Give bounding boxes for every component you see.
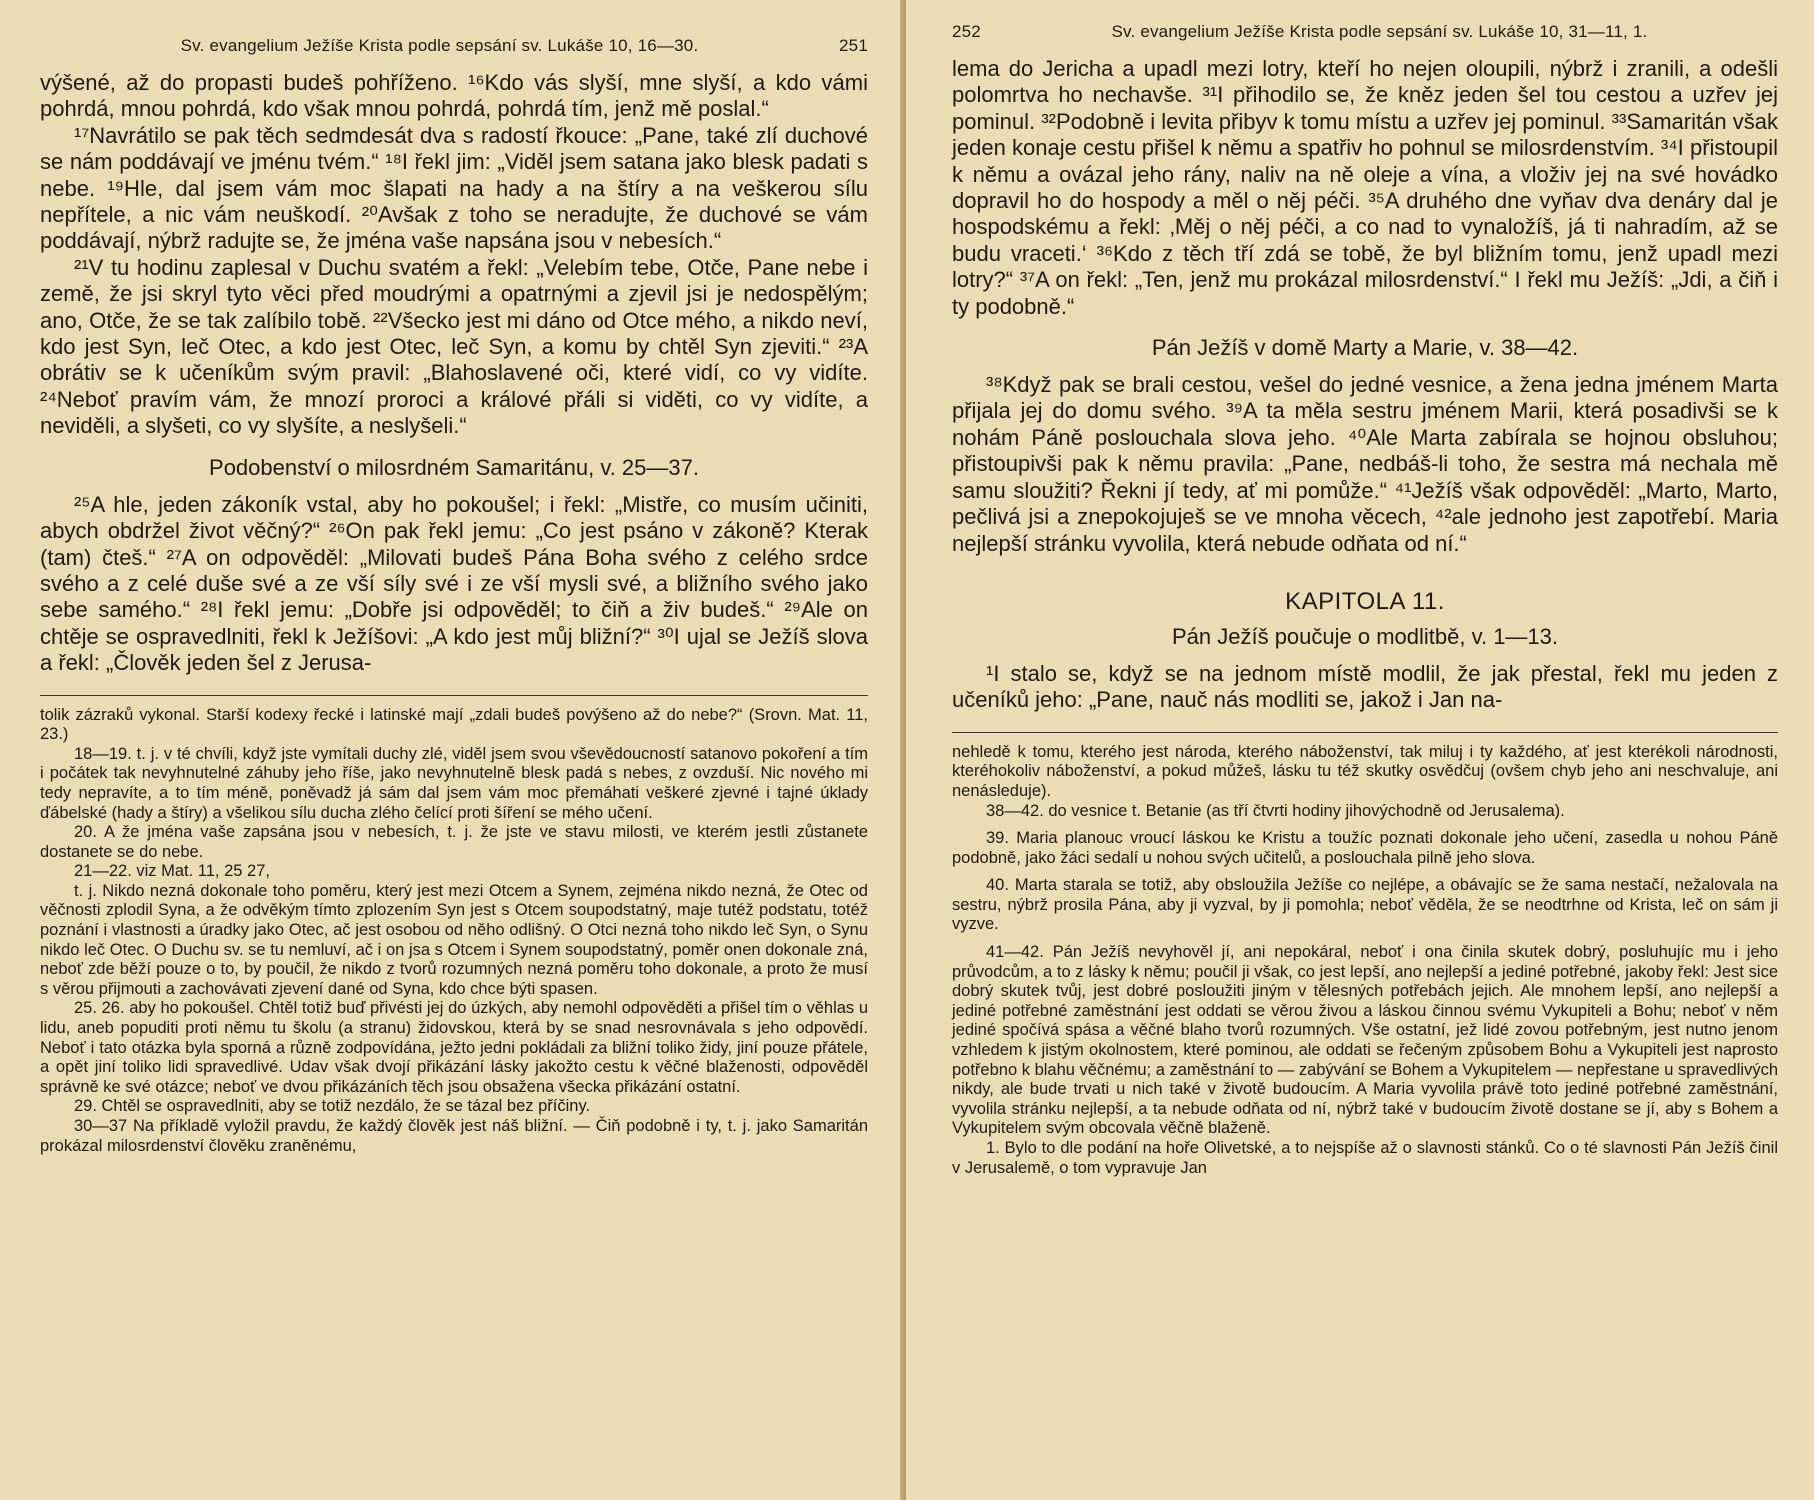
left-header-title: Sv. evangelium Ježíše Krista podle sepsání sv. Lukáše 10, 16—30. — [180, 36, 699, 55]
section-heading-modlitba: Pán Ježíš poučuje o modlitbě, v. 1—13. — [1171, 623, 1559, 649]
left-main-text — [40, 70, 868, 677]
right-paragraph: ³⁸Když pak se brali cestou, vešel do jedné vesnice, a žena jedna jménem Marta přijala jej do domu svého. ³⁹A ta měla sestru jménem Marii, která posadivši se k nohám Páně poslouchala slova jeho. ⁴⁰Ale Marta zabírala se hojnou obsluhou; přistoupivši pak k němu pravila: „Pane, nedbáš-li toho, že sestra má nechala mě samu sloužiti? Řekni jí tedy, ať mi pomůže.“ ⁴¹Ježíš však odpověděl: „Marto, Marto, pečlivá jsi a znepokojuješ se ve mnoha věcech, ⁴²ale jednoho jest zapotřebí. Maria nejlepší stránku vyvolila, která nebude odňata od ní.“ — [952, 372, 1778, 556]
left-footnotes — [40, 706, 868, 1157]
right-paragraph: ¹I stalo se, když se na jednom místě modlil, že jak přestal, řekl mu jeden z učeníků jeho: „Pane, nauč nás modliti se, jakož i Jan na- — [952, 660, 1778, 713]
footnote: 40. Marta starala se totiž, aby obsloužila Ježíše co nejlépe, a obávajíc se že sama nestačí, nežalovala na sestru, nýbrž prosila Pána, aby ji vyzval, by ji pomohla; neboť věděla, že se neodtrhne od Krista, leč on sám ji vyzve. — [952, 876, 1778, 934]
footnote: 18—19. t. j. v té chvíli, když jste vymítali duchy zlé, viděl jsem svou vševědoucností satanovo pokoření a tím i počátek tak nevyhnutelné záhuby jeho říše, jako nevyhnutelně blesk padá s nebes, z ovzduší. Nic nového mi tedy nepravíte, a to tím méně, poněvadž já sám dal jsem vám moc přemáhati veškeré zjevné i tajné úklady ďábelské (hady a štíry) a všelikou sílu ducha zlého čelící proti šíření se mého učení. — [40, 744, 868, 822]
right-footnotes — [952, 743, 1778, 1178]
footnote: nehledě k tomu, kterého jest národa, kterého náboženství, tak miluj i ty každého, ať jest kterékoli národnosti, kteréhokoliv náboženství, a pokud můžeš, lásku tu též skutky osvědčuj (ovšem chyb jeho ani neschvaluje, ani nenásleduje). — [952, 742, 1778, 800]
section-heading-samaritan: Podobenství o milosrdném Samaritánu, v. 25—37. — [209, 454, 699, 480]
footnote: 20. A že jména vaše zapsána jsou v nebesích, t. j. že jste ve stavu milosti, ve kterém jestli zůstanete dostanete se do nebe. — [40, 823, 868, 861]
footnote: 1. Bylo to dle podání na hoře Olivetské, a to nejspíše až o slavnosti stánků. Co o té slavnosti Pán Ježíš činil v Jerusalemě, o tom vypravuje Jan — [952, 1139, 1778, 1177]
footnote-divider — [952, 732, 1778, 733]
footnote: tolik zázraků vykonal. Starší kodexy řecké i latinské mají „zdali budeš povýšeno až do nebe?“ (Srovn. Mat. 11, 23.) — [40, 705, 868, 744]
left-running-header — [40, 36, 868, 56]
footnote: 30—37 Na příkladě vyložil pravdu, že každý člověk jest náš bližní. — Čiň podobně i ty, t. j. jako Samaritán prokázal milosrdenství člověku zraněnému, — [40, 1117, 868, 1155]
left-paragraph: ¹⁷Navrátilo se pak těch sedmdesát dva s radostí řkouce: „Pane, také zlí duchové se nám poddávají ve jménu tvém.“ ¹⁸I řekl jim: „Viděl jsem satana jako blesk padati s nebe. ¹⁹Hle, dal jsem vám moc šlapati na hady a na štíry a na veškerou sílu nepřítele, a nic vám neuškodí. ²⁰Avšak z toho se neradujte, že duchové se vám poddávají, nýbrž radujte se, že jména vaše napsána jsou v nebesích.“ — [40, 122, 868, 254]
footnote: 38—42. do vesnice t. Betanie (as tří čtvrti hodiny jihovýchodně od Jerusalema). — [986, 801, 1565, 820]
footnote: 25. 26. aby ho pokoušel. Chtěl totiž buď přivésti jej do úzkých, aby nemohl odpověděti a přišel tím o věhlas u lidu, aneb popuditi proti němu tu školu (a stranu) židovskou, která by se snad nesrovnávala s jeho odpovědí. Neboť i tato otázka byla sporná a různě zodpovídána, ježto jedni pokládali za bližní toliko židy, jiní pouze přátele, a opět jiní toliko lidi spravedlivé. Udav však dvojí přikázání lásky jakožto cestu k věčné blaženosti, odpověděl správně ke své otázce; neboť ve dvou přikázáních těch jsou obsažena všecka přikázání ostatní. — [40, 999, 868, 1096]
footnote: 21—22. viz Mat. 11, 25 27, — [74, 862, 270, 881]
right-page — [906, 0, 1814, 1500]
section-heading-marta-marie: Pán Ježíš v domě Marty a Marie, v. 38—42. — [1151, 335, 1579, 361]
right-header-title: Sv. evangelium Ježíše Krista podle sepsání sv. Lukáše 10, 31—11, 1. — [1111, 22, 1648, 41]
right-paragraph: lema do Jericha a upadl mezi lotry, kteří ho nejen oloupili, nýbrž i zranili, a odešli polomrtva ho nechavše. ³¹I přihodilo se, že kněz jeden šel tou cestou a uzřev jej pominul. ³²Podobně i levita přibyv k tomu místu a uzřev jej pominul. ³³Samaritán však jeden konaje cestu přišel k němu a spatřiv ho pohnul se milosrdenstvím. ³⁴I přistoupil k němu a ovázal jeho rány, naliv na ně oleje a vína, a vloživ jej na své hovádko dopravil ho do hospody a měl o něj péči. ³⁵A druhého dne vyňav dva denáry dal je hospodskému a řekl: ‚Měj o něj péči, a co nad to vynaložíš, já ti nahradím, až se budu vraceti.‘ ³⁶Kdo z těch tří zdá se tobě, že byl bližním tomu, jenž upadl mezi lotry?“ ³⁷A on řekl: „Ten, jenž mu prokázal milosrdenství.“ I řekl mu Ježíš: „Jdi, a čiň i ty podobně.“ — [952, 56, 1778, 319]
footnote: 29. Chtěl se ospravedlniti, aby se totiž nezdálo, že se tázal bez příčiny. — [74, 1097, 591, 1116]
footnote: 41—42. Pán Ježíš nevyhověl jí, ani nepokáral, neboť i ona činila skutek dobrý, posluhujíc mu i jeho průvodcům, a to z lásky k němu; poučil ji však, co jest lepší, ano nejlepší a jediné potřebné, jakoby řekl: Jest sice dobrý skutek tvůj, jest dobré posloužiti jiným v tělesných potřebách jejich. Ale mnohem lepší, ano nejlepší a jediné potřebné zaměstnání jest oddati se věrou živou a láskou činnou svému Vykupiteli a Bohu; neboť v něm jediné spočívá spása a věčné blaho tvorů rozumných. Vše ostatní, jež lidé zovou potřebným, jest nutno jenom vzhledem k jistým okolnostem, které pominou, ale oddati se řečeným způsobem Bohu a Vykupiteli jest naprosto potřebno k blahu věčnému; a zaměstnání to — zabývání se Bohem a Vykupitelem — nepřestane u spravedlivých nikdy, ale bude trvati u nich také v životě budoucím. A Maria vyvolila právě toto jediné potřebné zaměstnání, vyvolila stránku nejlepší, a ta nebude odňata od ní, nýbrž také v budoucím životě dostane se jí, aby s Bohem a Vykupitelem svým obcovala věčně blaženě. — [952, 943, 1778, 1138]
chapter-heading: KAPITOLA 11. — [1285, 587, 1445, 615]
left-paragraph: ²⁵A hle, jeden zákoník vstal, aby ho pokoušel; i řekl: „Mistře, co musím učiniti, abych obdržel život věčný?“ ²⁶On pak řekl jemu: „Co jest psáno v zákoně? Kterak (tam) čteš.“ ²⁷A on odpověděl: „Milovati budeš Pána Boha svého z celého srdce svého a z celé duše své a ze vší síly své i ze vší mysli své, a bližního svého jako sebe samého.“ ²⁸I řekl jemu: „Dobře jsi odpověděl; to čiň a živ budeš.“ ²⁹Ale on chtěje se ospravedlniti, řekl k Ježíšovi: „A kdo jest můj bližní?“ ³⁰I ujal se Ježíš slova a řekl: „Člověk jeden šel z Jerusa- — [40, 491, 868, 676]
right-main-text — [952, 56, 1778, 714]
right-running-header — [952, 22, 1778, 42]
footnote: 39. Maria planouc vroucí láskou ke Kristu a toužíc poznati dokonale jeho učení, zasedla u nohou Páně podobně, jako žáci sedalí u nohou svých učitelů, a poslouchala pilně jeho slova. — [952, 829, 1778, 867]
left-page — [0, 0, 904, 1500]
footnote-divider — [40, 695, 868, 696]
left-page-number: 251 — [839, 36, 868, 55]
footnote: t. j. Nikdo nezná dokonale toho poměru, který jest mezi Otcem a Synem, zejména nikdo nezná, že Otec od věčnosti zplodil Syna, a že odvěkým tímto zplozením Syn jest s Otcem soupodstatný, maje tutéž podstatu, totéž poznání i vlastnosti a úradky jako Otec, ač jest osobou od něho odlišný. O Otci nezná toho nikdo leč Syn, o Synu nikdo leč Otec. O Duchu sv. se tu nemluví, ač i on jsa s Otcem i Synem soupodstatný, poměr onen dokonale zná, neboť zde běží pouze o to, by poučil, že nikdo z tvorů rozumných nezná poměru toho dokonale, a proto že musí s věrou přijmouti a zachovávati zjevení dané od Syna, kdo chce býti spasen. — [40, 881, 868, 998]
left-paragraph: výšené, až do propasti budeš pohříženo. ¹⁶Kdo vás slyší, mne slyší, a kdo vámi pohrdá, mnou pohrdá, kdo však mnou pohrdá, pohrdá tím, jenž mě poslal.“ — [40, 70, 868, 122]
left-paragraph: ²¹V tu hodinu zaplesal v Duchu svatém a řekl: „Velebím tebe, Otče, Pane nebe i země, že jsi skryl tyto věci před moudrými a opatrnými a zjevil jsi je nedospělým; ano, Otče, že se tak zalíbilo tobě. ²²Všecko jest mi dáno od Otce mého, a nikdo neví, kdo jest Syn, leč Otec, a kdo jest Otec, leč Syn, a komu by chtěl Syn zjeviti.“ ²³A obrátiv se k učeníkům svým pravil: „Blahoslavené oči, které vidí, co vy vidíte. ²⁴Neboť pravím vám, že mnozí proroci a králové přáli si viděti, co vy vidíte, a neviděli, a slyšeti, co vy slyšíte, a neslyšeli.“ — [40, 254, 868, 439]
right-page-number: 252 — [952, 22, 981, 41]
